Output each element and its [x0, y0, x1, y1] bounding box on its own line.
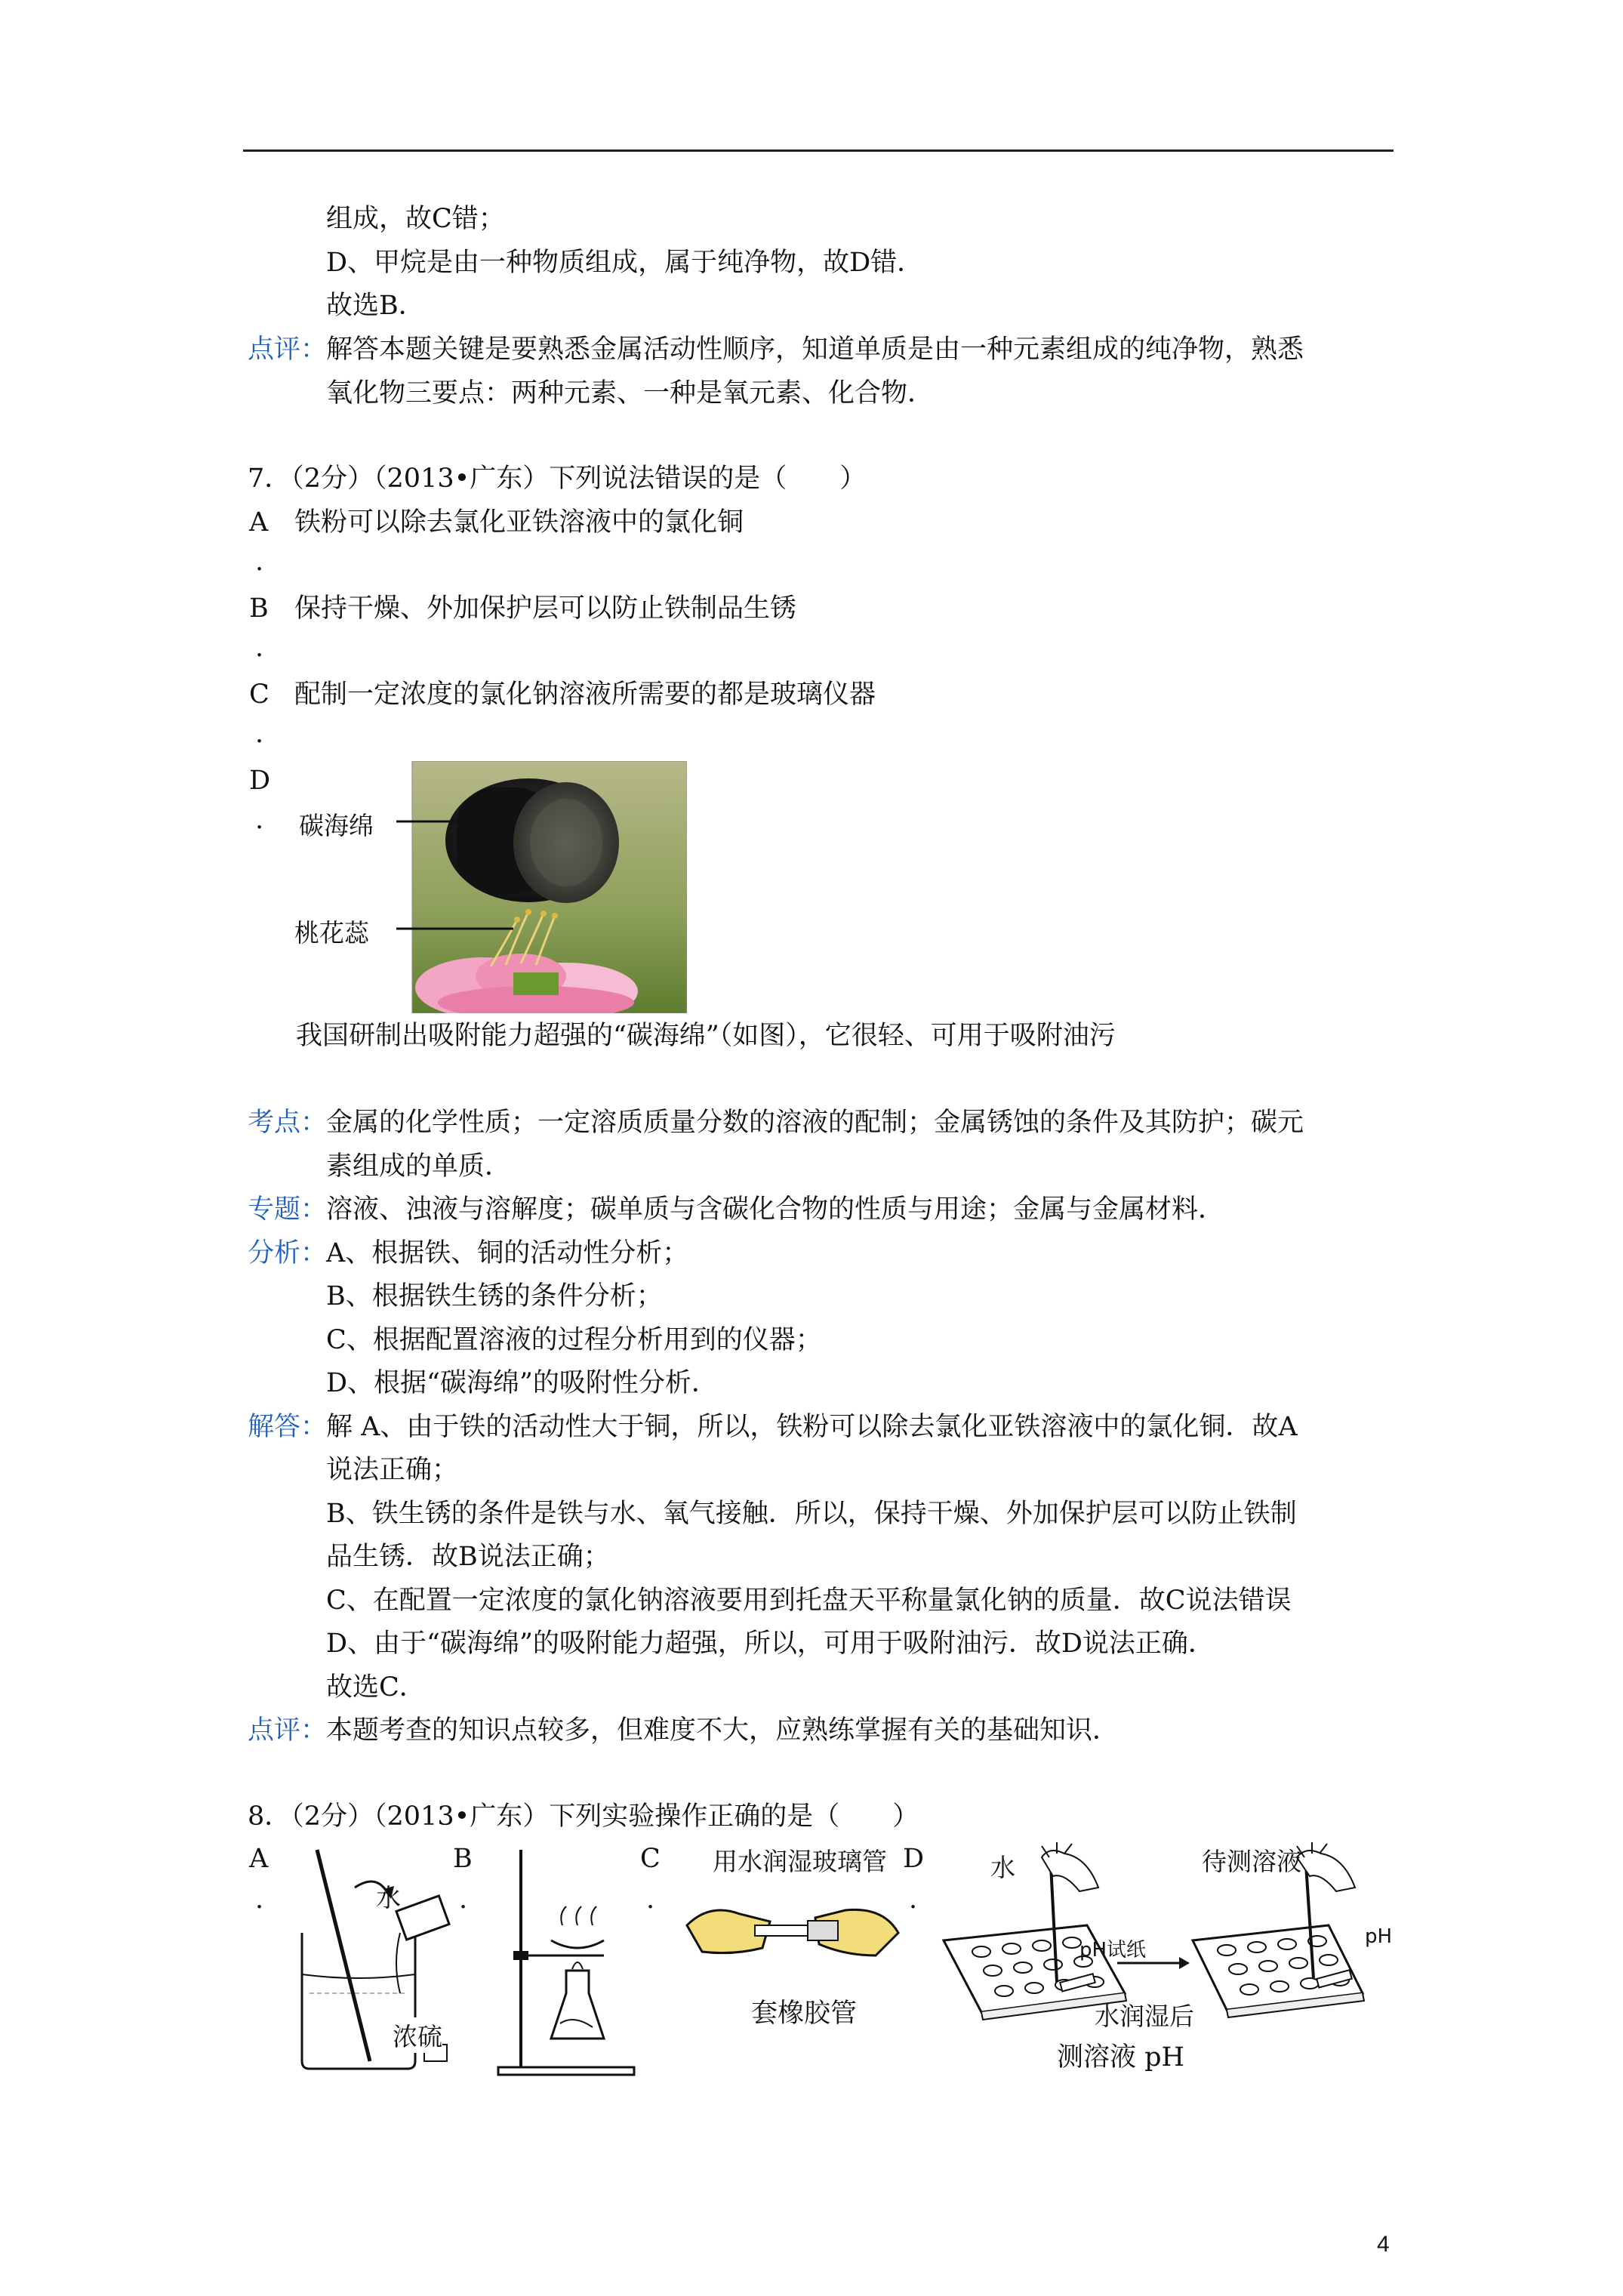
q7-jieda-line: D、由于“碳海绵”的吸附能力超强，所以，可用于吸附油污．故D说法正确． [326, 1629, 1215, 1659]
label-carbon-sponge: 碳海绵 [299, 811, 374, 840]
q7-stem: 7．（2分）（2013•广东）下列说法错误的是（ ） [248, 464, 867, 494]
q7-option-c-letter: C [249, 680, 269, 710]
figure-b-evaporation [491, 1842, 642, 2084]
q7-jieda-line: 解 A、由于铁的活动性大于铜，所以，铁粉可以除去氯化亚铁溶液中的氯化铜．故A [326, 1412, 1298, 1442]
q7-kaodian-label: 考点： [248, 1108, 328, 1138]
q7-fenxi-label: 分析： [248, 1238, 328, 1268]
carbon-sponge-photo [294, 761, 687, 1013]
q7-option-d-dot: . [255, 805, 264, 835]
q7-option-a-dot: . [255, 547, 264, 577]
q6-comment-line1: 解答本题关键是要熟悉金属活动性顺序，知道单质是由一种元素组成的纯净物，熟悉 [326, 334, 1304, 365]
q7-option-d-text: 我国研制出吸附能力超强的“碳海绵”（如图），它很轻、可用于吸附油污 [296, 1021, 1116, 1051]
q7-fenxi-line: B、根据铁生锈的条件分析； [326, 1281, 663, 1311]
q8-option-a-dot: . [255, 1885, 264, 1915]
q8-option-c-letter: C [640, 1844, 661, 1874]
figure-c-tube [679, 1842, 906, 2039]
q7-option-a-letter: A [249, 507, 269, 538]
q7-jieda-line: C、在配置一定浓度的氯化钠溶液要用到托盘天平称量氯化钠的质量．故C说法错误 [326, 1586, 1292, 1616]
label-concentrated-acid: 浓硫 [393, 2017, 442, 2053]
q6-comment-label: 点评： [248, 334, 328, 365]
q7-dianping-label: 点评： [248, 1715, 328, 1746]
q7-fenxi-line: D、根据“碳海绵”的吸附性分析． [326, 1368, 718, 1398]
label-ph: pH [1365, 1925, 1393, 1948]
q7-jieda-line: 故选C． [326, 1672, 426, 1703]
caption-rubber-tube: 套橡胶管 [751, 1999, 858, 2029]
evaporation-drawing [491, 1842, 642, 2084]
q8-stem: 8．（2分）（2013•广东）下列实验操作正确的是（ ） [248, 1801, 919, 1832]
q6-line3: 故选B． [326, 291, 425, 321]
q8-option-c-dot: . [646, 1885, 655, 1915]
q7-fenxi-line: C、根据配置溶液的过程分析用到的仪器； [326, 1325, 822, 1355]
label-peach-stamen: 桃花蕊 [294, 918, 369, 948]
q7-zhuanti-text: 溶液、浊液与溶解度；碳单质与含碳化合物的性质与用途；金属与金属材料． [326, 1194, 1225, 1225]
q7-option-b-letter: B [249, 593, 269, 624]
q7-option-c-text: 配制一定浓度的氯化钠溶液所需要的都是玻璃仪器 [294, 680, 876, 710]
label-test-liquid: 待测溶液 [1202, 1847, 1301, 1876]
q8-option-b-letter: B [453, 1844, 473, 1874]
label-wet-glass-tube: 用水润湿玻璃管 [713, 1847, 887, 1876]
label-d-water: 水 [990, 1853, 1015, 1882]
figure-a-dilution [287, 1842, 460, 2084]
label-wet-after: 水润湿后 [1095, 2002, 1194, 2031]
page-number: 4 [1377, 2232, 1390, 2257]
q7-jieda-label: 解答： [248, 1412, 328, 1442]
q6-line1: 组成，故C错； [326, 204, 505, 234]
q7-dianping-text: 本题考查的知识点较多，但难度不大，应熟练掌握有关的基础知识． [326, 1715, 1119, 1746]
q7-kaodian-line2: 素组成的单质． [326, 1151, 512, 1182]
label-water: 水 [376, 1883, 401, 1912]
q7-kaodian-line1: 金属的化学性质；一定溶质质量分数的溶液的配制；金属锈蚀的条件及其防护；碳元 [326, 1108, 1304, 1138]
label-ph-paper: pH试纸 [1079, 1939, 1147, 1962]
q7-jieda-line: 品生锈．故B说法正确； [326, 1542, 610, 1572]
q7-option-a-text: 铁粉可以除去氯化亚铁溶液中的氯化铜 [294, 507, 744, 538]
caption-measure-ph: 测溶液 pH [1057, 2042, 1185, 2073]
q8-option-d-letter: D [903, 1844, 925, 1874]
carbon-sponge-figure [294, 761, 687, 1013]
header-rule [243, 149, 1394, 152]
q7-option-d-letter: D [249, 766, 271, 796]
q8-option-d-dot: . [909, 1885, 918, 1915]
q6-comment-line2: 氧化物三要点：两种元素、一种是氧元素、化合物． [326, 378, 935, 408]
q7-option-c-dot: . [255, 719, 264, 749]
q8-option-a-letter: A [249, 1844, 269, 1874]
q8-option-b-dot: . [459, 1885, 468, 1915]
q7-jieda-line: 说法正确； [326, 1455, 459, 1485]
q7-jieda-line: B、铁生锈的条件是铁与水、氧气接触．所以，保持干燥、外加保护层可以防止铁制 [326, 1499, 1297, 1529]
q7-zhuanti-label: 专题： [248, 1194, 328, 1225]
q6-line2: D、甲烷是由一种物质组成，属于纯净物，故D错． [326, 248, 924, 278]
q7-fenxi-line: A、根据铁、铜的活动性分析； [326, 1238, 689, 1268]
q7-option-b-text: 保持干燥、外加保护层可以防止铁制品生锈 [294, 593, 797, 624]
q7-option-b-dot: . [255, 633, 264, 663]
figure-d-ph [936, 1842, 1397, 2084]
